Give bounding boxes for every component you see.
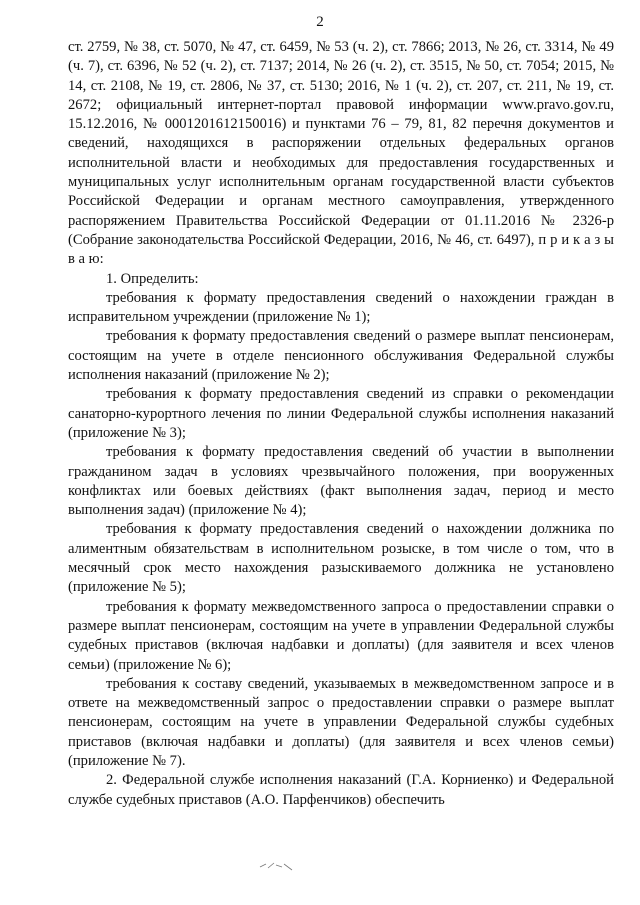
paragraph-appendix-1: требования к формату предоставления сведений о нахождении граждан в исправительном учреждении (приложение № 1); [68, 289, 614, 326]
paragraph-appendix-3: требования к формату предоставления сведений из справки о рекомендации санаторно-курортного лечения по линии Федеральной службы исполнения наказаний (приложение № 3); [68, 386, 614, 441]
scan-mark [258, 855, 298, 875]
paragraph-appendix-4: требования к формату предоставления сведений об участии в выполнении гражданином задач в условиях чрезвычайного положения, при вооруженных конфликтах или боевых действиях (факт выполнения задач, период и место выполнения задач) (приложение № 4); [68, 444, 614, 519]
paragraph-appendix-5: требования к формату предоставления сведений о нахождении должника по алиментным обязательствам в исполнительном розыске, в том числе о том, что в месячный срок место нахождения разыскиваемого должника не установлено (приложение № 5); [68, 521, 614, 596]
page-number: 2 [316, 14, 324, 30]
paragraph-item-1-heading: 1. Определить: [106, 270, 199, 287]
paragraph-item-2: 2. Федеральной службе исполнения наказаний (Г.А. Корниенко) и Федеральной службе судебных приставов (А.О. Парфенчиков) обеспечить [68, 772, 614, 808]
paragraph-legal-basis: ст. 2759, № 38, ст. 5070, № 47, ст. 6459, № 53 (ч. 2), ст. 7866; 2013, № 26, ст. 3314, № 49 (ч. 7), ст. 6396, № 52 (ч. 2), ст. 7137; 2014, № 26 (ч. 2), ст. 3515, № 50, ст. 7054; 2015, № 14, ст. 2108, № 19, ст. 2806, № 37, ст. 5130; 2016, № 1 (ч. 2), ст. 207, ст. 211, № 19, ст. 2672; официальный интернет-портал правовой информации www.pravo.gov.ru, 15.12.2016, № 0001201612150016) и пунктами 76 – 79, 81, 82 перечня документов и сведений, находящихся в распоряжении отдельных федеральных органов исполнительной власти и необходимых для предоставления государственных и муниципальных услуг исполнительным органам государственной власти субъектов Российской Федерации и органам местного самоуправления, утвержденного распоряжением Правительства Российской Федерации от 01.11.2016 № 2326-р (Собрание законодательства Российской Федерации, 2016, № 46, ст. 6497), п р и к а з ы в а ю: [68, 39, 614, 268]
paragraph-appendix-2: требования к формату предоставления сведений о размере выплат пенсионерам, состоящим на учете в отделе пенсионного обслуживания Федеральной службы исполнения наказаний (приложение № 2); [68, 328, 614, 384]
document-body [68, 38, 614, 810]
paragraph-appendix-6: требования к формату межведомственного запроса о предоставлении справки о размере выплат пенсионерам, состоящим на учете в управлении Федеральной службы судебных приставов (включая надбавки и доплаты) (для заявителя и всех членов семьи) (приложение № 6); [68, 598, 614, 673]
paragraph-appendix-7: требования к составу сведений, указываемых в межведомственном запросе и в ответе на межведомственный запрос о предоставлении справки о размере выплат пенсионерам, состоящим на учете в управлении Федеральной службы судебных приставов (включая надбавки и доплаты) (для заявителя и всех членов семьи) (приложение № 7). [68, 675, 614, 769]
